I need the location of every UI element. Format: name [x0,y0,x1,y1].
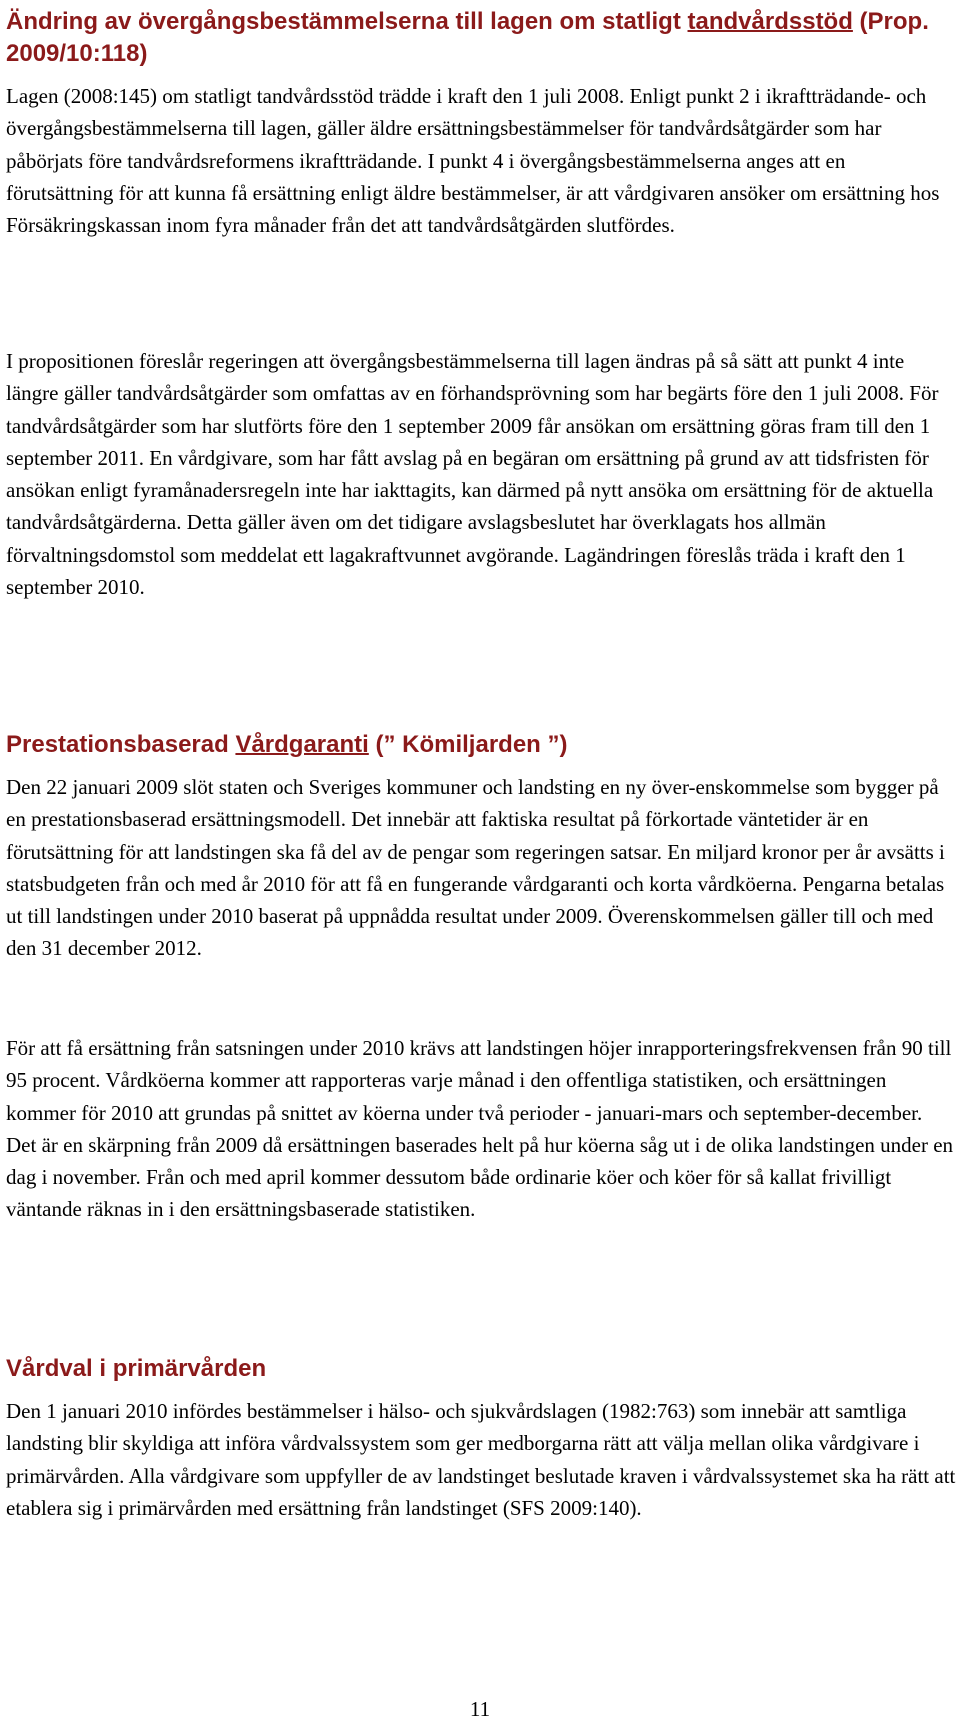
section-heading-vardval: Vårdval i primärvården [6,1355,267,1382]
paragraph: Den 1 januari 2010 infördes bestämmelser i hälso- och sjukvårdslagen (1982:763) som innebär att samtliga landsting blir skyldiga att införa vårdvalssystem som ger medborgarna rätt att välja mellan olika vårdgivare i primärvården. Alla vårdgivare som uppfyller de av landstinget beslutade kraven i vårdvalssystemet ska ha rätt att etablera sig i primärvården med ersättning från landstinget (SFS 2009:140). [6,1399,956,1520]
heading-text: Ändring av övergångsbestämmelserna till lagen om statligt [6,8,688,35]
heading-text: Prestationsbaserad [6,731,236,758]
heading-underlined-term: tandvårdsstöd [687,8,853,35]
paragraph: För att få ersättning från satsningen under 2010 krävs att landstingen höjer inrapporteringsfrekvensen från 90 till 95 procent. Vårdköerna kommer att rapporteras varje månad i den offentliga statistiken, och ersättningen kommer för 2010 att grundas på snittet av köerna under två perioder - januari-mars och september-december. Det är en skärpning från 2009 då ersättningen baserades helt på hur köerna såg ut i de olika landstingen under en dag i november. Från och med april kommer dessutom både ordinarie köer och köer för så kallat frivilligt väntande räknas in i den ersättningsbaserade statistiken. [6,1036,954,1222]
page-number: 11 [469,1697,491,1721]
heading-text: (” Kömiljarden ”) [368,731,568,758]
paragraph: I propositionen föreslår regeringen att övergångsbestämmelserna till lagen ändras på så sätt att punkt 4 inte längre gäller tandvårdsåtgärder som omfattas av en förhandsprövning som har begärts före den 1 juli 2008. För tandvårdsåtgärder som har slutförts före den 1 september 2009 får ansökan om ersättning göras fram till den 1 september 2011. En vårdgivare, som har fått avslag på en begäran om ersättning på grund av att tidsfristen för ansökan enligt fyramånadersregeln inte har iakttagits, kan därmed på nytt ansöka om ersättning för de aktuella tandvårdsåtgärderna. Detta gäller även om det tidigare avslagsbeslutet har överklagats hos allmän förvaltningsdomstol som meddelat ett lagakraftvunnet avgörande. Lagändringen föreslås träda i kraft den 1 september 2010. [6,349,939,600]
heading-underlined-term: Vårdgaranti [235,731,369,758]
paragraph: Lagen (2008:145) om statligt tandvårdsstöd trädde i kraft den 1 juli 2008. Enligt punkt 2 i ikraftträdande- och övergångsbestämmelserna till lagen, gäller äldre ersättningsbestämmelser för tandvårdsåtgärder som har påbörjats före tandvårdsreformens ikraftträdande. I punkt 4 i övergångsbestämmelserna anges att en förutsättning för att kunna få ersättning enligt äldre bestämmelser, är att vårdgivaren ansöker om ersättning hos Försäkringskassan inom fyra månader från det att tandvårdsåtgärden slutfördes. [6,84,940,238]
section-heading-vardgaranti [6,729,568,761]
section-heading-tandvardsstod [6,6,956,70]
heading-text: (Prop. 2009/10:118) [6,8,929,67]
paragraph: Den 22 januari 2009 slöt staten och Sveriges kommuner och landsting en ny över-enskommelse som bygger på en prestationsbaserad ersättningsmodell. Det innebär att faktiska resultat på förkortade väntetider är en förutsättning för att landstingen ska få del av de pengar som regeringen satsar. En miljard kronor per år avsätts i statsbudgeten från och med år 2010 för att få en fungerande vårdgaranti och korta vårdköerna. Pengarna betalas ut till landstingen under 2010 baserat på uppnådda resultat under 2009. Överenskommelsen gäller till och med den 31 december 2012. [6,775,945,961]
